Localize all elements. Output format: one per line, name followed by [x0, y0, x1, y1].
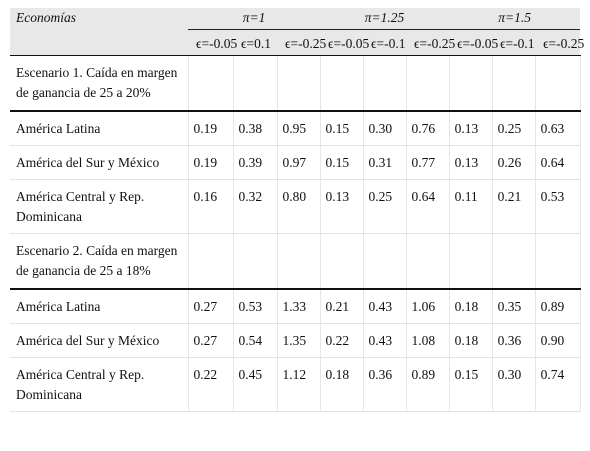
- table-row: [10, 111, 580, 146]
- eps-header: ϵ=-0.25: [277, 30, 320, 56]
- eps-header: ϵ=-0.1: [363, 30, 406, 56]
- table-row: [10, 180, 580, 234]
- scenario-row: [10, 234, 580, 290]
- header-row-groups: [10, 8, 580, 30]
- value-cell: 0.13: [449, 146, 492, 180]
- scenario-empty-cell: [492, 234, 535, 290]
- scenario-empty-cell: [188, 56, 233, 112]
- value-cell: 0.18: [449, 324, 492, 358]
- value-cell: 0.15: [449, 358, 492, 412]
- value-cell: 0.77: [406, 146, 449, 180]
- value-cell: 0.43: [363, 289, 406, 324]
- value-cell: 0.11: [449, 180, 492, 234]
- row-label-header: Economías: [10, 8, 188, 30]
- eps-header: ϵ=0.1: [233, 30, 277, 56]
- value-cell: 0.15: [320, 146, 363, 180]
- value-cell: 0.18: [449, 289, 492, 324]
- value-cell: 0.27: [188, 324, 233, 358]
- header-spacer: [10, 30, 188, 56]
- scenario-empty-cell: [363, 56, 406, 112]
- eps-header: ϵ=-0.05: [188, 30, 233, 56]
- value-cell: 0.95: [277, 111, 320, 146]
- value-cell: 0.36: [492, 324, 535, 358]
- value-cell: 0.26: [492, 146, 535, 180]
- group-header-pi-1: π=1: [188, 8, 320, 30]
- scenario-empty-cell: [233, 56, 277, 112]
- row-label: América Central y Rep. Dominicana: [10, 358, 188, 412]
- value-cell: 0.63: [535, 111, 580, 146]
- eps-header: ϵ=-0.25: [535, 30, 580, 56]
- value-cell: 0.64: [535, 146, 580, 180]
- row-label: América Latina: [10, 289, 188, 324]
- scenario-title: Escenario 1. Caída en margen de ganancia de 25 a 20%: [10, 56, 188, 112]
- value-cell: 0.38: [233, 111, 277, 146]
- value-cell: 0.89: [535, 289, 580, 324]
- scenario-row: [10, 56, 580, 112]
- row-label: América del Sur y México: [10, 324, 188, 358]
- value-cell: 0.80: [277, 180, 320, 234]
- value-cell: 0.32: [233, 180, 277, 234]
- value-cell: 0.45: [233, 358, 277, 412]
- value-cell: 0.16: [188, 180, 233, 234]
- header-row-epsilon: [10, 30, 580, 56]
- scenario-empty-cell: [188, 234, 233, 290]
- value-cell: 0.15: [320, 111, 363, 146]
- value-cell: 0.30: [363, 111, 406, 146]
- value-cell: 0.18: [320, 358, 363, 412]
- table-row: [10, 324, 580, 358]
- value-cell: 0.27: [188, 289, 233, 324]
- table-row: [10, 289, 580, 324]
- scenario-empty-cell: [449, 234, 492, 290]
- value-cell: 0.19: [188, 146, 233, 180]
- value-cell: 0.31: [363, 146, 406, 180]
- value-cell: 1.08: [406, 324, 449, 358]
- value-cell: 0.13: [320, 180, 363, 234]
- value-cell: 1.35: [277, 324, 320, 358]
- value-cell: 0.13: [449, 111, 492, 146]
- value-cell: 0.21: [320, 289, 363, 324]
- table-row: [10, 358, 580, 412]
- value-cell: 0.53: [233, 289, 277, 324]
- eps-header: ϵ=-0.05: [320, 30, 363, 56]
- value-cell: 0.30: [492, 358, 535, 412]
- eps-header: ϵ=-0.05: [449, 30, 492, 56]
- scenario-empty-cell: [406, 234, 449, 290]
- scenario-empty-cell: [320, 234, 363, 290]
- group-header-pi-1-5: π=1.5: [449, 8, 580, 30]
- value-cell: 0.90: [535, 324, 580, 358]
- group-header-pi-1-25: π=1.25: [320, 8, 449, 30]
- value-cell: 0.53: [535, 180, 580, 234]
- scenario-title: Escenario 2. Caída en margen de ganancia de 25 a 18%: [10, 234, 188, 290]
- value-cell: 0.76: [406, 111, 449, 146]
- eps-header: ϵ=-0.25: [406, 30, 449, 56]
- scenario-empty-cell: [320, 56, 363, 112]
- value-cell: 0.36: [363, 358, 406, 412]
- value-cell: 0.97: [277, 146, 320, 180]
- eps-header: ϵ=-0.1: [492, 30, 535, 56]
- value-cell: 0.43: [363, 324, 406, 358]
- results-table: [10, 8, 585, 412]
- value-cell: 0.89: [406, 358, 449, 412]
- scenario-empty-cell: [233, 234, 277, 290]
- scenario-empty-cell: [363, 234, 406, 290]
- scenario-empty-cell: [277, 234, 320, 290]
- scenario-empty-cell: [492, 56, 535, 112]
- value-cell: 0.25: [492, 111, 535, 146]
- value-cell: 0.54: [233, 324, 277, 358]
- value-cell: 0.22: [320, 324, 363, 358]
- value-cell: 0.22: [188, 358, 233, 412]
- scenario-empty-cell: [535, 56, 580, 112]
- row-label: América Central y Rep. Dominicana: [10, 180, 188, 234]
- value-cell: 0.74: [535, 358, 580, 412]
- value-cell: 0.39: [233, 146, 277, 180]
- value-cell: 0.19: [188, 111, 233, 146]
- value-cell: 1.06: [406, 289, 449, 324]
- scenario-empty-cell: [535, 234, 580, 290]
- scenario-empty-cell: [277, 56, 320, 112]
- row-label: América Latina: [10, 111, 188, 146]
- table-row: [10, 146, 580, 180]
- value-cell: 1.33: [277, 289, 320, 324]
- value-cell: 0.25: [363, 180, 406, 234]
- scenario-empty-cell: [449, 56, 492, 112]
- row-label: América del Sur y México: [10, 146, 188, 180]
- value-cell: 1.12: [277, 358, 320, 412]
- value-cell: 0.35: [492, 289, 535, 324]
- value-cell: 0.21: [492, 180, 535, 234]
- value-cell: 0.64: [406, 180, 449, 234]
- scenario-empty-cell: [406, 56, 449, 112]
